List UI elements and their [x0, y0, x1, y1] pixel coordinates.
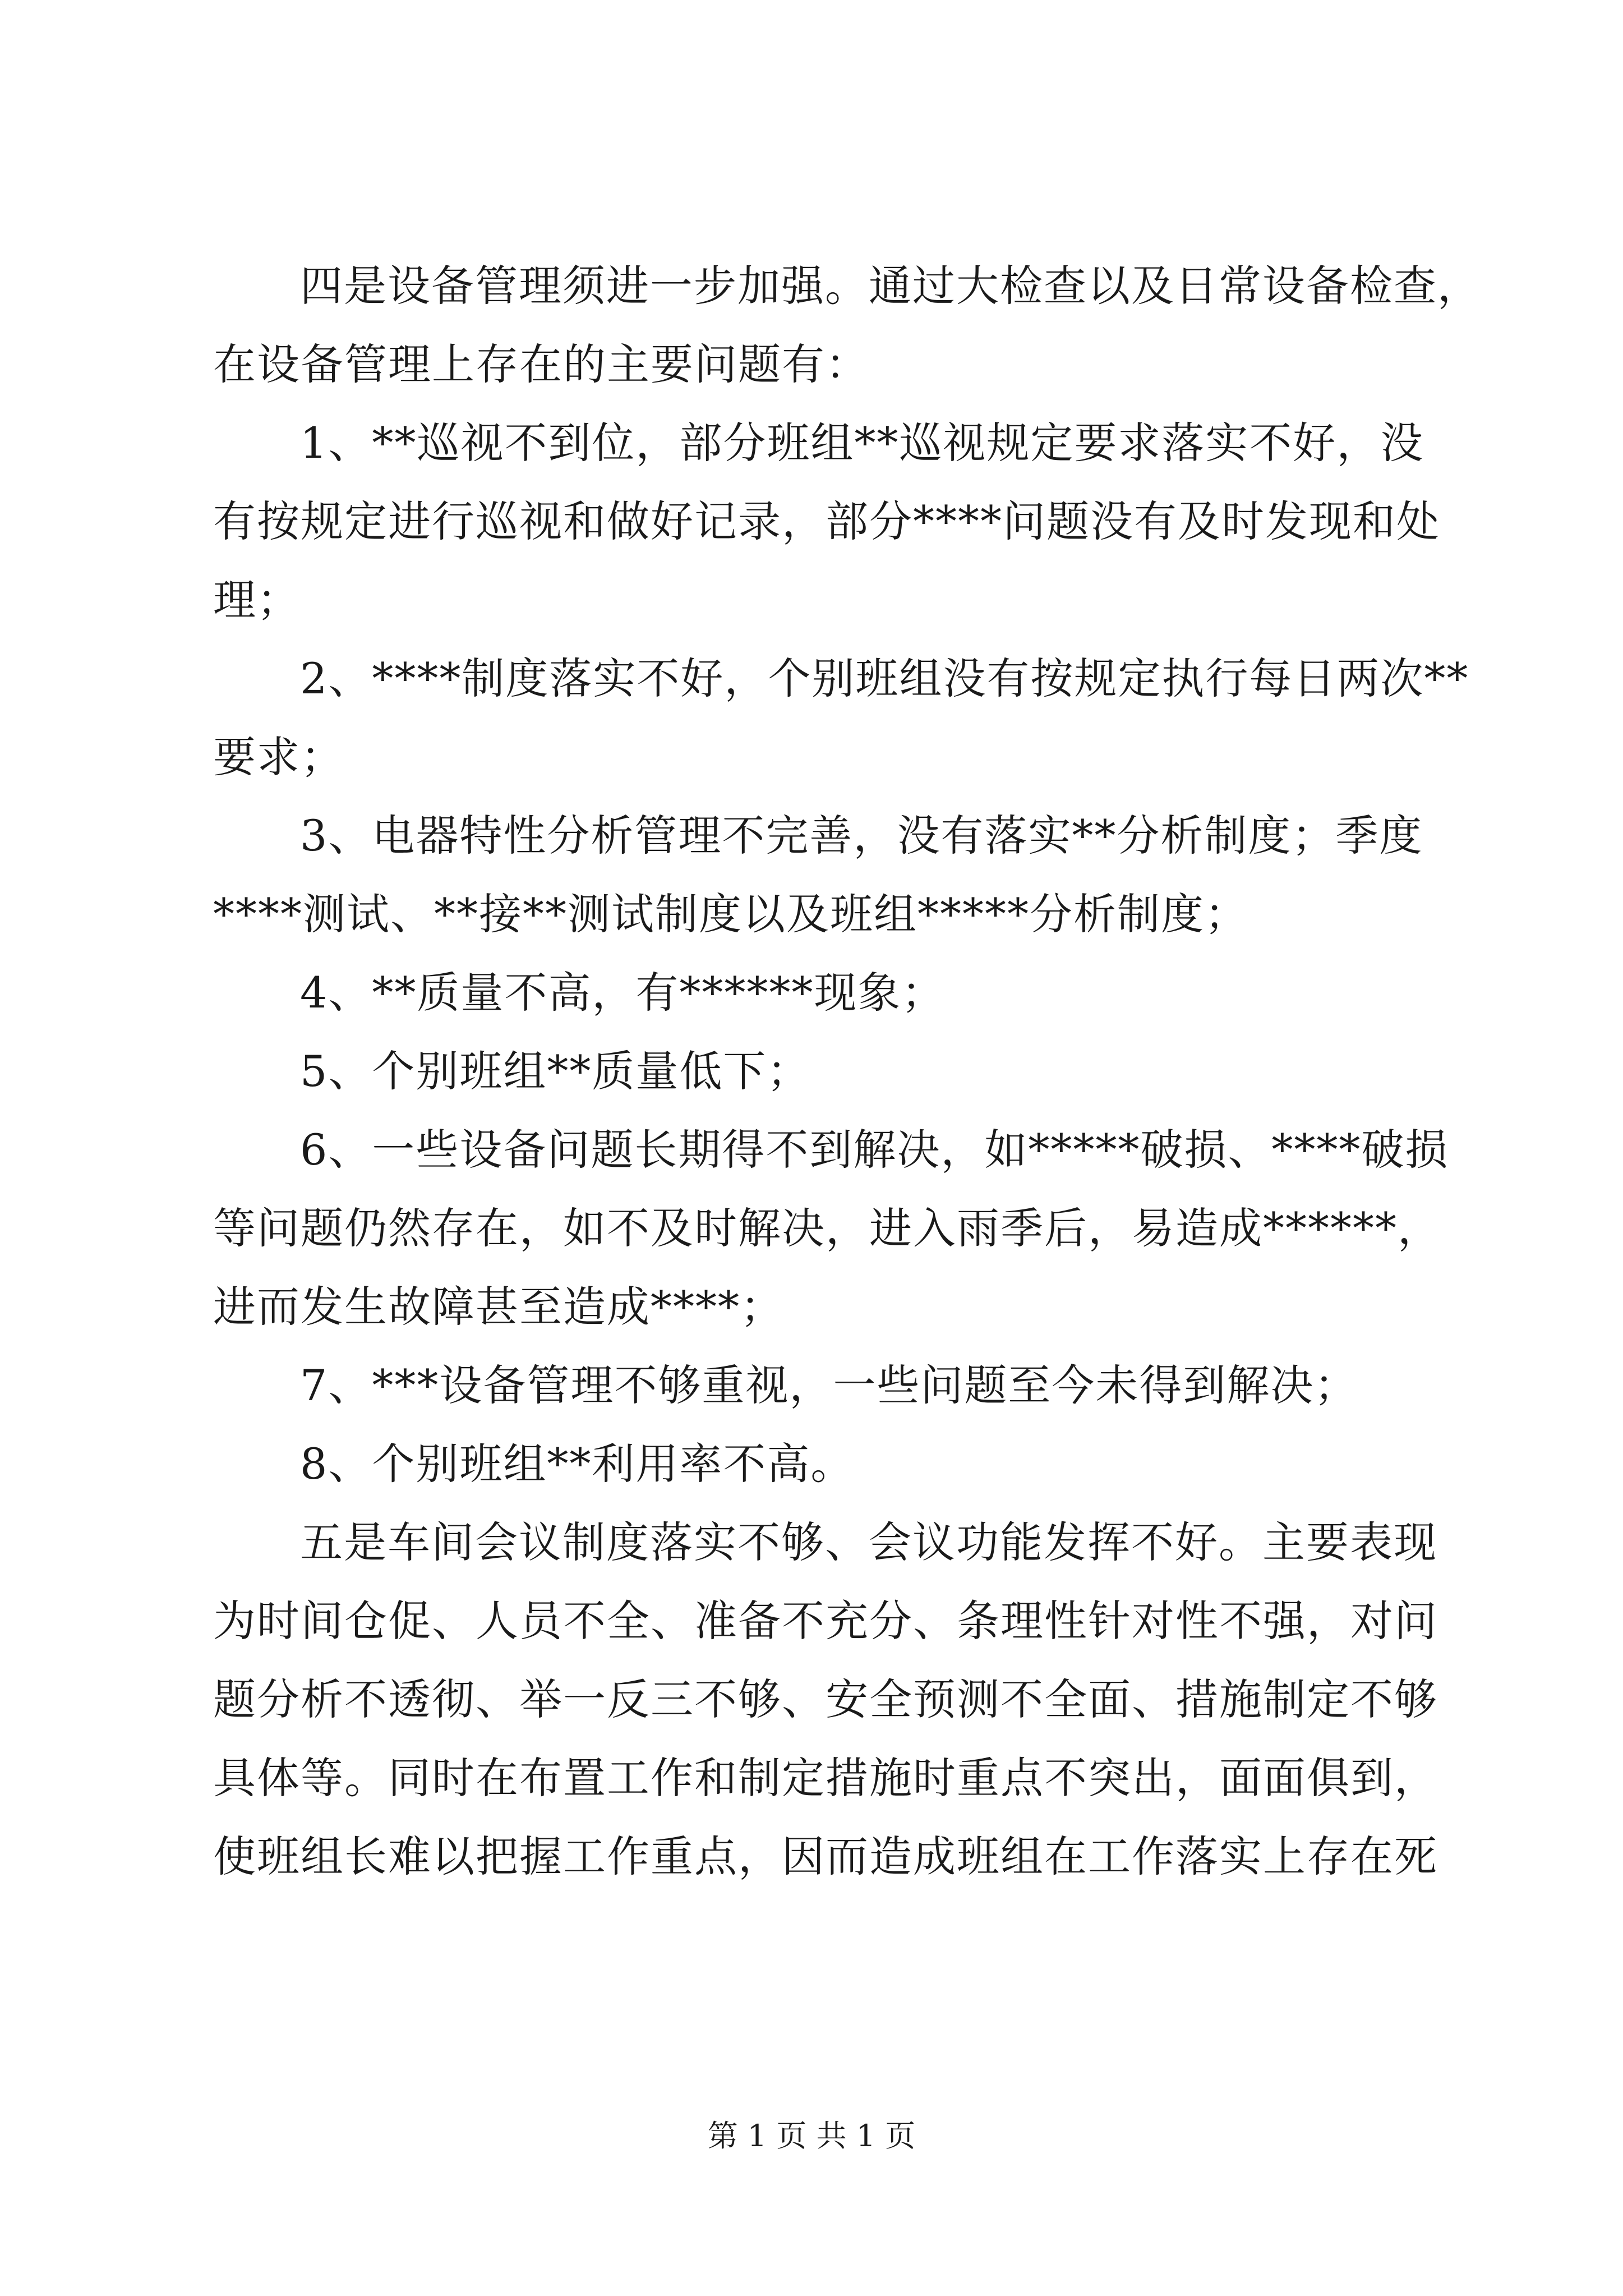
text-line: 2、****制度落实不好，个别班组没有按规定执行每日两次** — [300, 654, 1469, 703]
text-line: 具体等。同时在布置工作和制定措施时重点不突出，面面俱到， — [213, 1753, 1438, 1803]
text-line: 5、个别班组**质量低下； — [300, 1046, 811, 1096]
text-line: 1、**巡视不到位，部分班组**巡视规定要求落实不好，没 — [300, 418, 1424, 468]
document-body — [213, 247, 1481, 1896]
text-line: 7、***设备管理不够重视，一些问题至今未得到解决； — [300, 1360, 1358, 1410]
page-footer: 第 1 页 共 1 页 — [707, 2118, 916, 2154]
text-line: 8、个别班组**利用率不高。 — [300, 1439, 855, 1489]
text-line: 四是设备管理须进一步加强。通过大检查以及日常设备检查， — [300, 261, 1481, 311]
text-line: 进而发生故障甚至造成****； — [213, 1282, 784, 1332]
text-line: 6、一些设备问题长期得不到解决，如*****破损、****破损 — [300, 1125, 1449, 1175]
text-line: 等问题仍然存在，如不及时解决，进入雨季后，易造成******， — [213, 1203, 1441, 1253]
text-line: 3、电器特性分析管理不完善，没有落实**分析制度；季度 — [300, 811, 1423, 861]
text-line: 使班组长难以把握工作重点，因而造成班组在工作落实上存在死 — [213, 1832, 1438, 1881]
text-line: 4、**质量不高，有******现象； — [300, 968, 946, 1018]
text-line: 要求； — [213, 732, 344, 782]
text-line: 理； — [213, 575, 301, 625]
text-line: 为时间仓促、人员不全、准备不充分、条理性针对性不强，对问 — [213, 1596, 1438, 1646]
text-line: 五是车间会议制度落实不够、会议功能发挥不好。主要表现 — [300, 1517, 1437, 1567]
text-line: 题分析不透彻、举一反三不够、安全预测不全面、措施制定不够 — [213, 1674, 1438, 1724]
text-line: 在设备管理上存在的主要问题有： — [213, 339, 869, 389]
text-line: ****测试、**接**测试制度以及班组*****分析制度； — [213, 889, 1248, 939]
text-line: 有按规定进行巡视和做好记录，部分****问题没有及时发现和处 — [213, 496, 1440, 546]
